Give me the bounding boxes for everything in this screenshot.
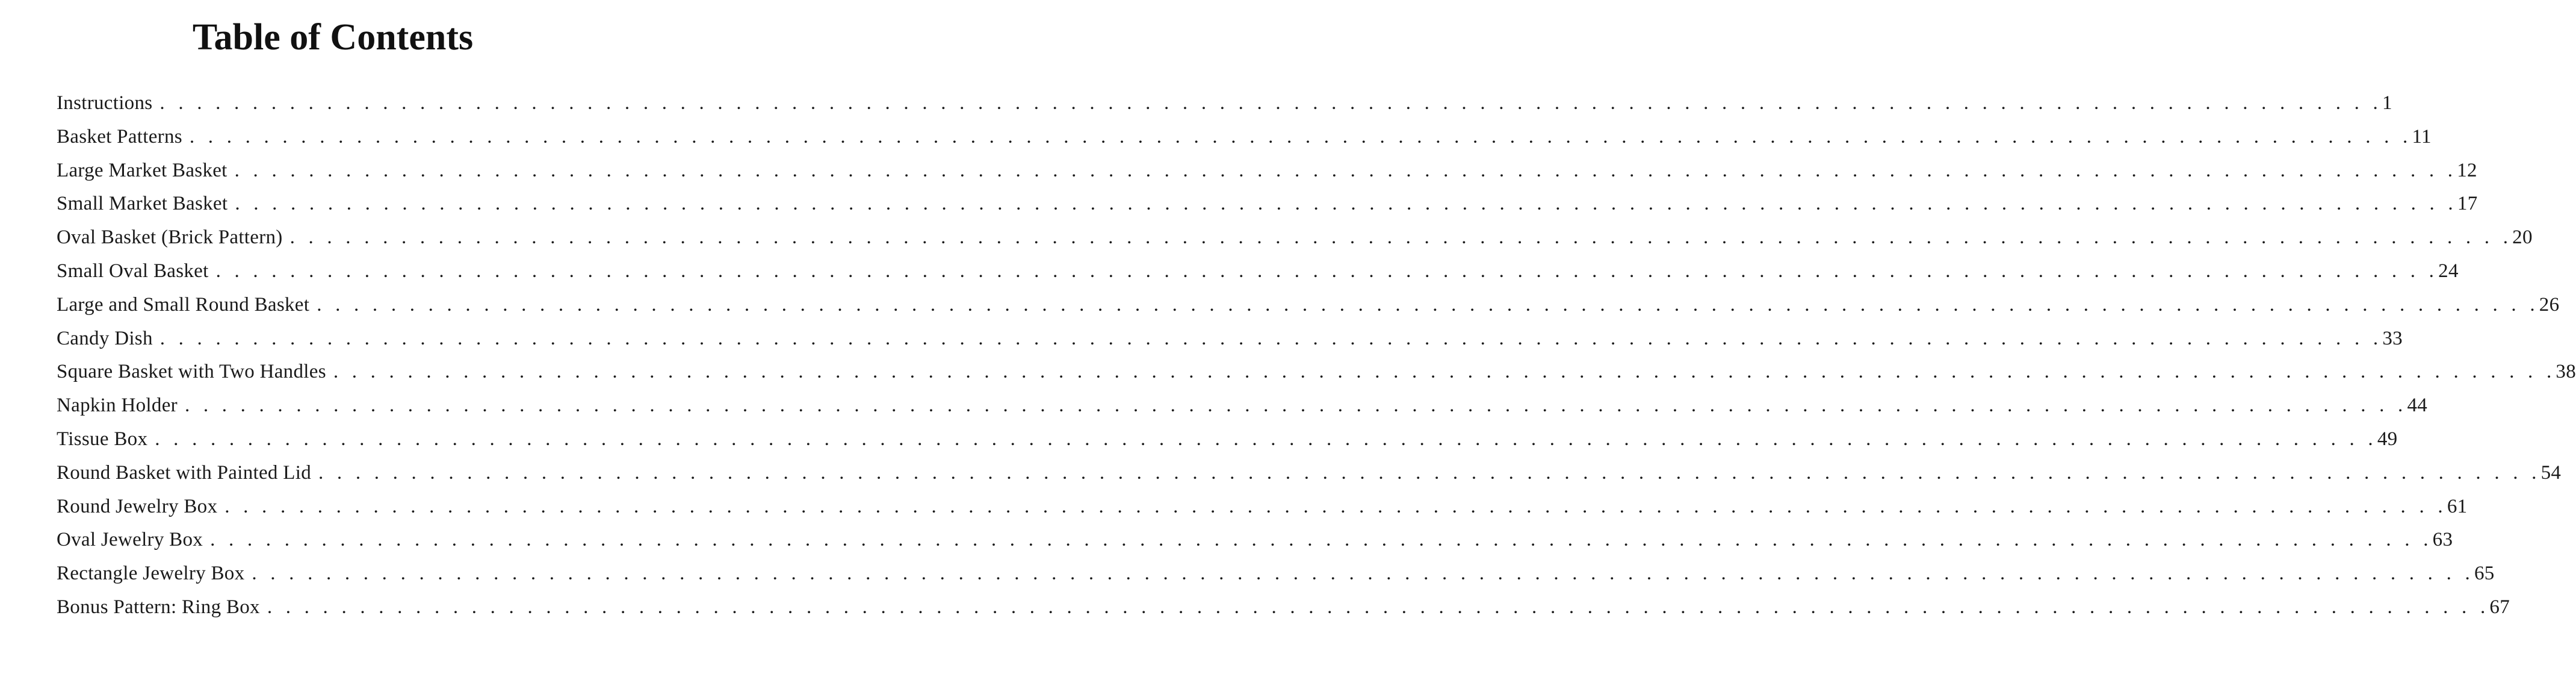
toc-entry-page-number: 33 xyxy=(2382,327,2403,349)
dot-leader: . . . . . . . . . . . . . . . . . . . . . . . . . . . . . . . . . . . . . . . . . . . . . . . . . . . . . . . . . . . . . . . . . . . . . . . . . . . . . . . . . . . . . . . . . . . . . . . . . . . . . . . . . . . . . . . . . . . . . . . . xyxy=(318,461,2541,484)
toc-entry-label: Oval Jewelry Box xyxy=(57,529,203,551)
toc-entry-label: Square Basket with Two Handles xyxy=(57,361,326,383)
toc-entry xyxy=(57,187,2478,221)
toc-entry-label: Round Jewelry Box xyxy=(57,495,218,517)
toc-entry xyxy=(57,355,2576,389)
toc-entry-label: Candy Dish xyxy=(57,327,153,349)
dot-leader: . . . . . . . . . . . . . . . . . . . . . . . . . . . . . . . . . . . . . . . . . . . . . . . . . . . . . . . . . . . . . . . . . . . . . . . . . . . . . . . . . . . . . . . . . . . . . . . . . . . . . . . . . . . . . . . . . . . . . . . . xyxy=(317,293,2539,316)
toc-entry-label: Large and Small Round Basket xyxy=(57,293,310,316)
dot-leader: . . . . . . . . . . . . . . . . . . . . . . . . . . . . . . . . . . . . . . . . . . . . . . . . . . . . . . . . . . . . . . . . . . . . . . . . . . . . . . . . . . . . . . . . . . . . . . . . . . . . . . . . . . . . . . . . . . . . . . . . xyxy=(189,125,2412,148)
toc-entry xyxy=(57,120,2432,154)
dot-leader: . . . . . . . . . . . . . . . . . . . . . . . . . . . . . . . . . . . . . . . . . . . . . . . . . . . . . . . . . . . . . . . . . . . . . . . . . . . . . . . . . . . . . . . . . . . . . . . . . . . . . . . . . . . . . . . . . . . . . . . . xyxy=(289,226,2513,249)
toc-entry-label: Bonus Pattern: Ring Box xyxy=(57,596,260,618)
toc-entry xyxy=(57,523,2453,557)
toc-list xyxy=(57,87,2576,625)
toc-entry-page-number: 65 xyxy=(2474,563,2495,585)
toc-entry-label: Small Oval Basket xyxy=(57,260,209,282)
dot-leader: . . . . . . . . . . . . . . . . . . . . . . . . . . . . . . . . . . . . . . . . . . . . . . . . . . . . . . . . . . . . . . . . . . . . . . . . . . . . . . . . . . . . . . . . . . . . . . . . . . . . . . . . . . . . . . . . . . . . . . . . xyxy=(159,92,2382,114)
toc-entry-page-number: 26 xyxy=(2539,293,2560,316)
toc-entry-label: Tissue Box xyxy=(57,428,148,450)
toc-entry xyxy=(57,591,2510,625)
toc-entry-label: Napkin Holder xyxy=(57,394,178,417)
toc-entry-page-number: 44 xyxy=(2407,394,2428,417)
toc-entry-page-number: 61 xyxy=(2447,495,2468,517)
dot-leader: . . . . . . . . . . . . . . . . . . . . . . . . . . . . . . . . . . . . . . . . . . . . . . . . . . . . . . . . . . . . . . . . . . . . . . . . . . . . . . . . . . . . . . . . . . . . . . . . . . . . . . . . . . . . . . . . . . . . . . . . xyxy=(267,596,2490,618)
toc-entry xyxy=(57,389,2428,423)
toc-entry-page-number: 38 xyxy=(2556,361,2576,383)
toc-entry xyxy=(57,288,2560,322)
toc-entry-page-number: 1 xyxy=(2382,92,2392,114)
toc-entry-label: Large Market Basket xyxy=(57,159,228,181)
toc-entry-label: Basket Patterns xyxy=(57,125,182,148)
dot-leader: . . . . . . . . . . . . . . . . . . . . . . . . . . . . . . . . . . . . . . . . . . . . . . . . . . . . . . . . . . . . . . . . . . . . . . . . . . . . . . . . . . . . . . . . . . . . . . . . . . . . . . . . . . . . . . . . . . . . . . . . xyxy=(159,327,2383,349)
toc-entry-page-number: 24 xyxy=(2438,260,2459,282)
toc-entry xyxy=(57,423,2398,457)
toc-entry xyxy=(57,154,2477,188)
toc-entry xyxy=(57,490,2468,524)
toc-entry-page-number: 12 xyxy=(2457,159,2477,181)
dot-leader: . . . . . . . . . . . . . . . . . . . . . . . . . . . . . . . . . . . . . . . . . . . . . . . . . . . . . . . . . . . . . . . . . . . . . . . . . . . . . . . . . . . . . . . . . . . . . . . . . . . . . . . . . . . . . . . . . . . . . . . . xyxy=(333,361,2556,383)
toc-entry xyxy=(57,221,2533,255)
dot-leader: . . . . . . . . . . . . . . . . . . . . . . . . . . . . . . . . . . . . . . . . . . . . . . . . . . . . . . . . . . . . . . . . . . . . . . . . . . . . . . . . . . . . . . . . . . . . . . . . . . . . . . . . . . . . . . . . . . . . . . . . xyxy=(252,563,2474,585)
page-title: Table of Contents xyxy=(192,17,474,58)
toc-entry-page-number: 20 xyxy=(2512,226,2533,249)
dot-leader: . . . . . . . . . . . . . . . . . . . . . . . . . . . . . . . . . . . . . . . . . . . . . . . . . . . . . . . . . . . . . . . . . . . . . . . . . . . . . . . . . . . . . . . . . . . . . . . . . . . . . . . . . . . . . . . . . . . . . . . . xyxy=(184,394,2407,417)
toc-entry xyxy=(57,87,2392,120)
dot-leader: . . . . . . . . . . . . . . . . . . . . . . . . . . . . . . . . . . . . . . . . . . . . . . . . . . . . . . . . . . . . . . . . . . . . . . . . . . . . . . . . . . . . . . . . . . . . . . . . . . . . . . . . . . . . . . . . . . . . . . . . xyxy=(155,428,2377,450)
toc-entry-page-number: 63 xyxy=(2432,529,2453,551)
dot-leader: . . . . . . . . . . . . . . . . . . . . . . . . . . . . . . . . . . . . . . . . . . . . . . . . . . . . . . . . . . . . . . . . . . . . . . . . . . . . . . . . . . . . . . . . . . . . . . . . . . . . . . . . . . . . . . . . . . . . . . . . xyxy=(215,260,2439,282)
toc-entry-label: Oval Basket (Brick Pattern) xyxy=(57,226,283,249)
toc-entry xyxy=(57,255,2459,288)
toc-entry-page-number: 49 xyxy=(2377,428,2398,450)
toc-entry-label: Small Market Basket xyxy=(57,193,228,215)
toc-entry-label: Instructions xyxy=(57,92,153,114)
toc-entry-page-number: 11 xyxy=(2412,125,2432,148)
toc-entry-page-number: 17 xyxy=(2457,193,2478,215)
dot-leader: . . . . . . . . . . . . . . . . . . . . . . . . . . . . . . . . . . . . . . . . . . . . . . . . . . . . . . . . . . . . . . . . . . . . . . . . . . . . . . . . . . . . . . . . . . . . . . . . . . . . . . . . . . . . . . . . . . . . . . . . xyxy=(210,529,2433,551)
toc-entry-page-number: 54 xyxy=(2540,461,2562,484)
dot-leader: . . . . . . . . . . . . . . . . . . . . . . . . . . . . . . . . . . . . . . . . . . . . . . . . . . . . . . . . . . . . . . . . . . . . . . . . . . . . . . . . . . . . . . . . . . . . . . . . . . . . . . . . . . . . . . . . . . . . . . . . xyxy=(235,193,2457,215)
toc-entry xyxy=(57,557,2495,591)
toc-entry xyxy=(57,457,2562,490)
dot-leader: . . . . . . . . . . . . . . . . . . . . . . . . . . . . . . . . . . . . . . . . . . . . . . . . . . . . . . . . . . . . . . . . . . . . . . . . . . . . . . . . . . . . . . . . . . . . . . . . . . . . . . . . . . . . . . . . . . . . . . . . xyxy=(224,495,2447,517)
toc-entry-page-number: 67 xyxy=(2489,596,2510,618)
toc-entry-label: Round Basket with Painted Lid xyxy=(57,461,312,484)
toc-entry-label: Rectangle Jewelry Box xyxy=(57,563,245,585)
toc-entry xyxy=(57,322,2403,356)
dot-leader: . . . . . . . . . . . . . . . . . . . . . . . . . . . . . . . . . . . . . . . . . . . . . . . . . . . . . . . . . . . . . . . . . . . . . . . . . . . . . . . . . . . . . . . . . . . . . . . . . . . . . . . . . . . . . . . . . . . . . . . . xyxy=(234,159,2457,181)
